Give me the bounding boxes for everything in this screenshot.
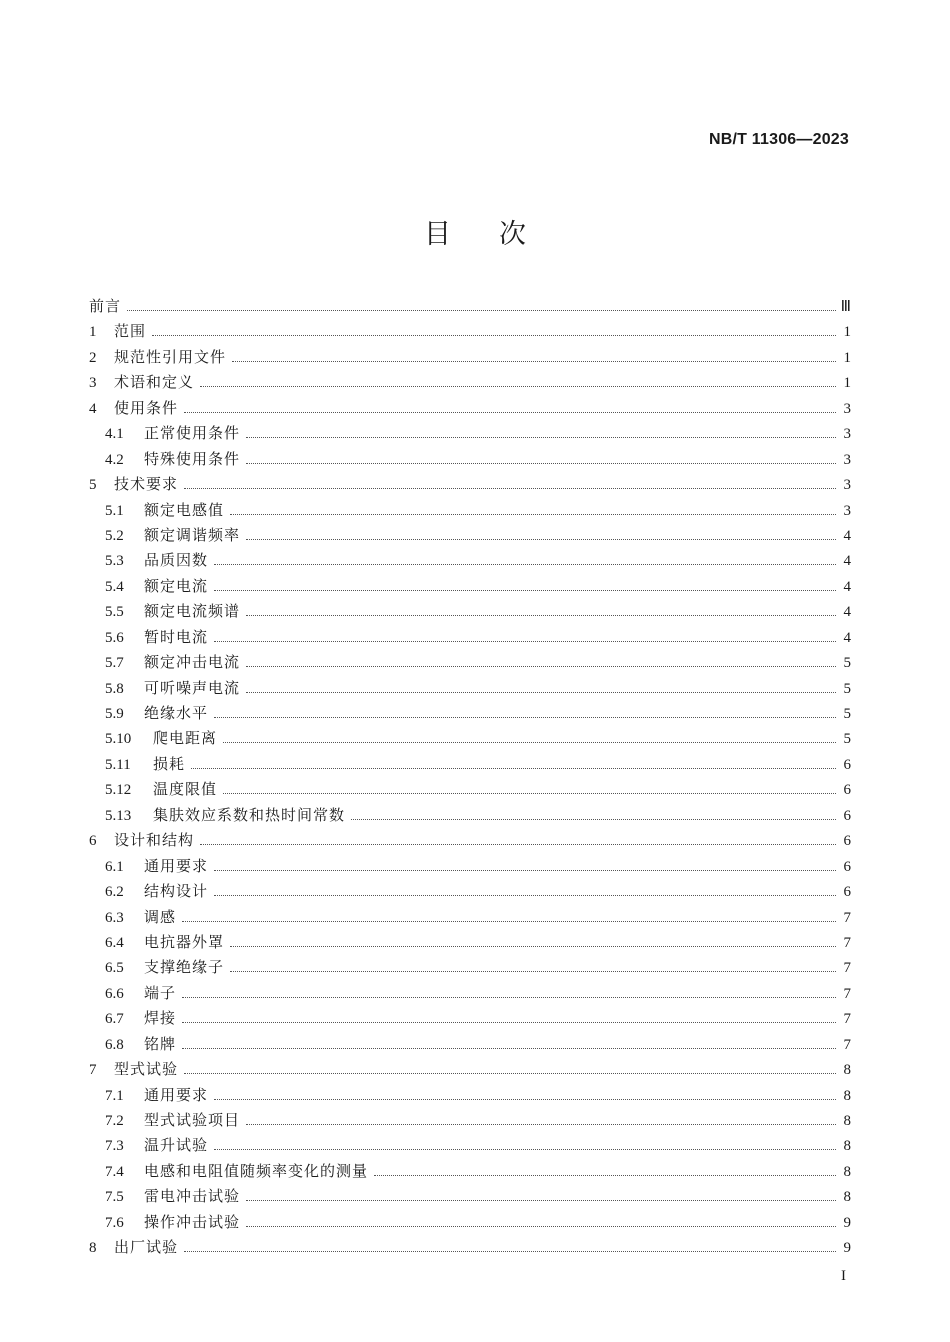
toc-entry-number: 5.5 [105,604,124,621]
toc-entry-page: 3 [843,477,851,494]
toc-entry-page: 7 [843,934,851,951]
toc-entry[interactable] [89,1108,851,1133]
toc-entry-number: 5.13 [105,807,132,824]
toc-entry-number: 5.4 [105,578,124,595]
toc-entry-page: 4 [843,578,851,595]
toc-entry[interactable] [89,574,851,599]
toc-entry[interactable] [89,1083,851,1108]
toc-entry-number: 5.11 [105,756,131,773]
toc-dot-leader [223,741,836,743]
toc-dot-leader [214,1148,836,1150]
toc-entry-label: 使用条件 [114,398,179,417]
toc-dot-leader [246,462,836,464]
toc-entry-number: 6.7 [105,1011,124,1028]
toc-entry-label: 焊接 [144,1009,177,1028]
toc-entry[interactable] [89,650,851,675]
toc-entry-number: 6.3 [105,909,124,926]
toc-entry-label: 额定电流频谱 [144,602,241,621]
toc-dot-leader [152,334,836,336]
toc-entry[interactable] [89,752,851,777]
toc-dot-leader [184,487,836,489]
toc-entry-number: 7.2 [105,1113,124,1129]
toc-entry-page: 5 [843,706,851,722]
toc-dot-leader [223,792,836,794]
toc-entry-label: 设计和结构 [114,831,195,850]
toc-entry-number: 7.3 [105,1138,124,1155]
toc-dot-leader [246,1123,836,1125]
toc-entry-number: 5 [89,477,97,494]
toc-dot-leader [246,538,836,540]
toc-entry-label: 温升试验 [144,1136,209,1155]
toc-entry-number: 5.7 [105,655,124,672]
toc-entry-number: 7.1 [105,1087,124,1104]
toc-entry[interactable] [89,370,851,395]
toc-dot-leader [127,309,836,311]
toc-dot-leader [230,513,836,515]
toc-entry-page: 4 [843,553,851,570]
toc-entry[interactable] [89,726,851,751]
toc-entry[interactable] [89,1235,851,1260]
toc-entry-number: 6.2 [105,884,124,901]
toc-dot-leader [214,640,836,642]
toc-entry[interactable] [89,701,851,726]
standard-number: NB/T 11306—2023 [709,131,849,148]
toc-entry-page: 7 [843,909,851,926]
toc-entry-number: 4.1 [105,426,124,443]
toc-dot-leader [184,1250,836,1252]
toc-entry-page: 3 [843,400,851,417]
toc-entry-number: 4.2 [105,451,124,468]
toc-entry-label: 电抗器外罩 [144,932,225,951]
toc-entry-page: Ⅲ [840,299,851,315]
toc-dot-leader [246,1225,836,1227]
toc-dot-leader [246,665,836,667]
toc-entry-number: 1 [89,324,97,341]
toc-entry[interactable] [89,676,851,701]
toc-entry-page: 5 [843,655,851,672]
toc-entry-label: 额定电流 [144,576,209,595]
toc-entry-page: 9 [843,1240,851,1257]
toc-entry-number: 5.6 [105,629,124,646]
toc-entry-label: 端子 [144,983,177,1002]
toc-entry-label: 雷电冲击试验 [144,1187,241,1206]
toc-entry[interactable] [89,1133,851,1158]
toc-entry-label: 操作冲击试验 [144,1212,241,1231]
toc-entry[interactable] [89,1210,851,1235]
toc-entry-number: 5.1 [105,502,124,519]
toc-entry-label: 规范性引用文件 [114,347,227,366]
toc-entry[interactable] [89,1159,851,1184]
toc-entry[interactable] [89,498,851,523]
toc-entry-label: 温度限值 [153,780,218,799]
toc-entry-page: 1 [843,324,851,341]
toc-entry-number: 5.9 [105,706,124,722]
toc-dot-leader [182,920,836,922]
toc-entry-label: 正常使用条件 [144,424,241,443]
toc-entry-page: 8 [843,1189,851,1206]
toc-entry-label: 额定冲击电流 [144,653,241,672]
toc-entry[interactable] [89,319,851,344]
toc-entry-number: 4 [89,400,97,417]
toc-dot-leader [184,411,836,413]
toc-entry-number: 8 [89,1240,97,1257]
toc-entry[interactable] [89,625,851,650]
toc-entry-page: 7 [843,1036,851,1053]
toc-entry-page: 6 [843,807,851,824]
toc-entry-label: 集肤效应系数和热时间常数 [153,805,346,824]
toc-entry[interactable] [89,930,851,955]
toc-entry[interactable] [89,828,851,853]
toc-dot-leader [214,1098,836,1100]
toc-entry-number: 7 [89,1062,97,1079]
toc-entry-page: 8 [843,1113,851,1129]
toc-entry-page: 8 [843,1138,851,1155]
toc-entry-label: 可听噪声电流 [144,678,241,697]
toc-entry-page: 3 [843,426,851,443]
toc-entry[interactable] [89,879,851,904]
toc-dot-leader [214,716,836,718]
toc-dot-leader [246,614,836,616]
toc-entry-number: 6.4 [105,934,124,951]
toc-dot-leader [246,691,836,693]
toc-dot-leader [182,1021,836,1023]
toc-entry-number: 2 [89,349,97,366]
toc-entry-number: 6.6 [105,985,124,1002]
toc-entry-number: 6 [89,833,97,850]
table-of-contents [89,294,851,1261]
page-title: 目次 [424,219,574,250]
toc-entry-label: 术语和定义 [114,373,195,392]
toc-entry-label: 电感和电阻值随频率变化的测量 [144,1161,369,1180]
toc-entry-label: 型式试验 [114,1060,179,1079]
toc-entry-page: 8 [843,1163,851,1180]
toc-entry[interactable] [89,777,851,802]
toc-dot-leader [246,436,836,438]
toc-entry-label: 支撑绝缘子 [144,958,225,977]
toc-entry-number: 3 [89,375,97,392]
toc-entry-number: 6.8 [105,1036,124,1053]
toc-entry-number: 5.8 [105,680,124,697]
toc-dot-leader [374,1174,836,1176]
toc-entry[interactable] [89,1006,851,1031]
toc-entry-label: 结构设计 [144,882,209,901]
toc-entry-page: 4 [843,527,851,544]
toc-entry-label: 爬电距离 [153,729,218,748]
toc-dot-leader [200,843,836,845]
toc-dot-leader [200,385,836,387]
toc-entry-page: 1 [843,375,851,392]
toc-entry[interactable] [89,447,851,472]
toc-entry-label: 特殊使用条件 [144,449,241,468]
toc-entry-label: 通用要求 [144,1085,209,1104]
toc-entry-label: 前言 [89,297,122,315]
toc-entry[interactable] [89,1184,851,1209]
toc-dot-leader [246,1199,836,1201]
toc-entry-page: 9 [843,1214,851,1231]
toc-dot-leader [214,589,836,591]
toc-entry-number: 5.3 [105,553,124,570]
toc-entry-page: 7 [843,960,851,977]
toc-dot-leader [182,996,836,998]
toc-entry-number: 5.10 [105,731,132,748]
toc-entry-number: 7.6 [105,1214,124,1231]
toc-entry[interactable] [89,599,851,624]
toc-entry[interactable] [89,854,851,879]
toc-entry-page: 6 [843,858,851,875]
toc-entry-label: 范围 [114,322,147,341]
toc-entry-label: 额定电感值 [144,500,225,519]
toc-dot-leader [232,360,836,362]
toc-entry-number: 7.5 [105,1189,124,1206]
toc-entry-number: 5.12 [105,782,132,799]
toc-entry[interactable] [89,345,851,370]
toc-entry-page: 8 [843,1062,851,1079]
toc-entry-label: 技术要求 [114,475,179,494]
toc-entry[interactable] [89,1032,851,1057]
toc-entry-page: 7 [843,985,851,1002]
toc-entry-label: 暂时电流 [144,627,209,646]
toc-entry[interactable] [89,981,851,1006]
toc-entry-label: 铭牌 [144,1034,177,1053]
toc-entry[interactable] [89,472,851,497]
toc-entry-label: 通用要求 [144,856,209,875]
toc-entry-page: 6 [843,756,851,773]
toc-entry[interactable] [89,1057,851,1082]
toc-entry[interactable] [89,905,851,930]
toc-entry[interactable] [89,294,851,319]
toc-entry-number: 5.2 [105,527,124,544]
toc-entry-label: 品质因数 [144,551,209,570]
toc-entry-page: 6 [843,833,851,850]
toc-entry[interactable] [89,421,851,446]
toc-entry-page: 3 [843,502,851,519]
toc-entry[interactable] [89,803,851,828]
toc-entry-label: 出厂试验 [114,1238,179,1257]
toc-dot-leader [230,945,836,947]
toc-entry-label: 绝缘水平 [144,704,209,722]
toc-entry[interactable] [89,396,851,421]
toc-entry-number: 6.1 [105,858,124,875]
toc-entry[interactable] [89,523,851,548]
toc-entry-page: 4 [843,604,851,621]
toc-dot-leader [184,1072,836,1074]
toc-entry-page: 3 [843,451,851,468]
toc-dot-leader [214,869,836,871]
toc-entry-page: 1 [843,349,851,366]
toc-entry-label: 损耗 [153,754,186,773]
toc-entry-number: 7.4 [105,1163,124,1180]
toc-dot-leader [230,970,836,972]
toc-dot-leader [182,1047,836,1049]
toc-entry-page: 6 [843,884,851,901]
toc-entry[interactable] [89,548,851,573]
toc-dot-leader [191,767,836,769]
toc-entry-page: 8 [843,1087,851,1104]
toc-entry-page: 7 [843,1011,851,1028]
toc-entry-page: 6 [843,782,851,799]
page-number: I [841,1268,846,1284]
toc-entry[interactable] [89,955,851,980]
toc-entry-label: 调感 [144,907,177,926]
toc-entry-page: 5 [843,731,851,748]
toc-dot-leader [351,818,836,820]
toc-entry-number: 6.5 [105,960,124,977]
toc-entry-label: 型式试验项目 [144,1111,241,1129]
toc-entry-label: 额定调谐频率 [144,525,241,544]
toc-entry-page: 4 [843,629,851,646]
toc-dot-leader [214,894,836,896]
toc-entry-page: 5 [843,680,851,697]
toc-dot-leader [214,563,836,565]
